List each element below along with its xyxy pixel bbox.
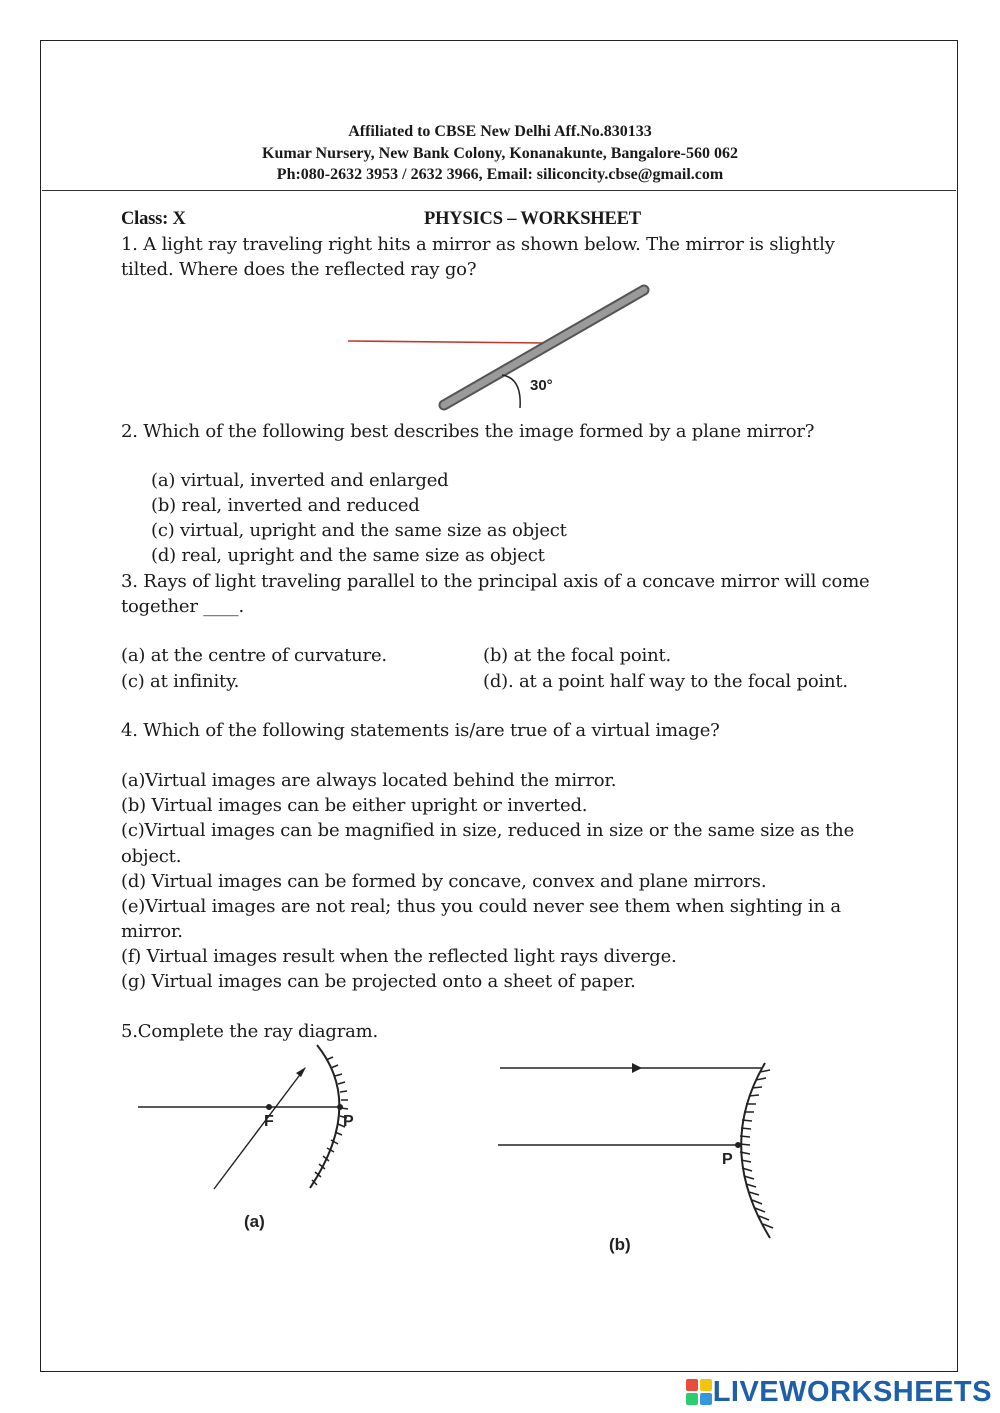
q3-option-d: (d). at a point half way to the focal point. <box>483 671 848 692</box>
mirror-hatching-b <box>740 1070 773 1228</box>
q4-statement-b: (b) Virtual images can be either upright or inverted. <box>121 795 588 816</box>
focus-point <box>266 1104 272 1110</box>
concave-mirror-b <box>741 1063 770 1238</box>
ray-arrowhead-a <box>296 1067 306 1077</box>
q1-mirror-diagram <box>340 280 660 415</box>
header-affiliation: Affiliated to CBSE New Delhi Aff.No.830133 <box>348 123 652 140</box>
q4-statement-d: (d) Virtual images can be formed by concave, convex and plane mirrors. <box>121 871 767 892</box>
pole-label-a: P <box>343 1113 354 1130</box>
caption-b: (b) <box>609 1235 631 1254</box>
liveworksheets-brand-text: LIVEWORKSHEETS <box>712 1375 992 1408</box>
q4-statement-e: (e)Virtual images are not real; thus you could never see them when sighting in a <box>121 896 841 917</box>
q4-statement-c: (c)Virtual images can be magnified in size, reduced in size or the same size as the <box>121 820 855 841</box>
q4-statement-e-cont: mirror. <box>121 921 183 942</box>
incident-ray <box>348 341 545 343</box>
q3-option-c: (c) at infinity. <box>121 671 240 692</box>
caption-a: (a) <box>244 1212 265 1231</box>
q3-line1: 3. Rays of light traveling parallel to the principal axis of a concave mirror will come <box>121 571 870 592</box>
q4-statement-g: (g) Virtual images can be projected onto a sheet of paper. <box>121 971 636 992</box>
pole-point-b <box>735 1142 741 1148</box>
header-divider <box>42 190 956 191</box>
ray-through-focus <box>214 1068 305 1189</box>
header-address: Kumar Nursery, New Bank Colony, Konanakunte, Bangalore-560 062 <box>262 145 738 162</box>
q1-line1: 1. A light ray traveling right hits a mirror as shown below. The mirror is slightly <box>121 234 835 255</box>
q3-line2: together ____. <box>121 596 244 617</box>
pole-point-a <box>337 1104 343 1110</box>
q4-statement-a: (a)Virtual images are always located behind the mirror. <box>121 770 617 791</box>
pole-label-b: P <box>722 1151 733 1168</box>
ray-diagram-b <box>490 1048 800 1263</box>
q2-option-c: (c) virtual, upright and the same size as object <box>151 520 567 541</box>
ray-diagram-a <box>130 1040 390 1240</box>
liveworksheets-logo[interactable] <box>685 1377 992 1407</box>
angle-arc <box>502 375 520 408</box>
q4-statement-c-cont: object. <box>121 846 182 867</box>
header-contact: Ph:080-2632 3953 / 2632 3966, Email: siliconcity.cbse@gmail.com <box>276 166 724 183</box>
liveworksheets-logo-icon <box>685 1378 713 1406</box>
ray-arrowhead-b <box>632 1063 642 1073</box>
angle-label: 30° <box>530 377 553 394</box>
worksheet-title: PHYSICS – WORKSHEET <box>424 209 641 229</box>
q3-option-a: (a) at the centre of curvature. <box>121 645 387 666</box>
q3-option-b: (b) at the focal point. <box>483 645 672 666</box>
focus-label: F <box>264 1113 274 1130</box>
q2-option-b: (b) real, inverted and reduced <box>151 495 420 516</box>
q4-question: 4. Which of the following statements is/are true of a virtual image? <box>121 720 720 741</box>
q2-option-d: (d) real, upright and the same size as object <box>151 545 545 566</box>
class-label: Class: X <box>121 209 186 229</box>
q1-line2: tilted. Where does the reflected ray go? <box>121 259 477 280</box>
q5-question: 5.Complete the ray diagram. <box>121 1021 379 1042</box>
q4-statement-f: (f) Virtual images result when the reflected light rays diverge. <box>121 946 677 967</box>
q2-question: 2. Which of the following best describes the image formed by a plane mirror? <box>121 421 815 442</box>
q2-option-a: (a) virtual, inverted and enlarged <box>151 470 449 491</box>
